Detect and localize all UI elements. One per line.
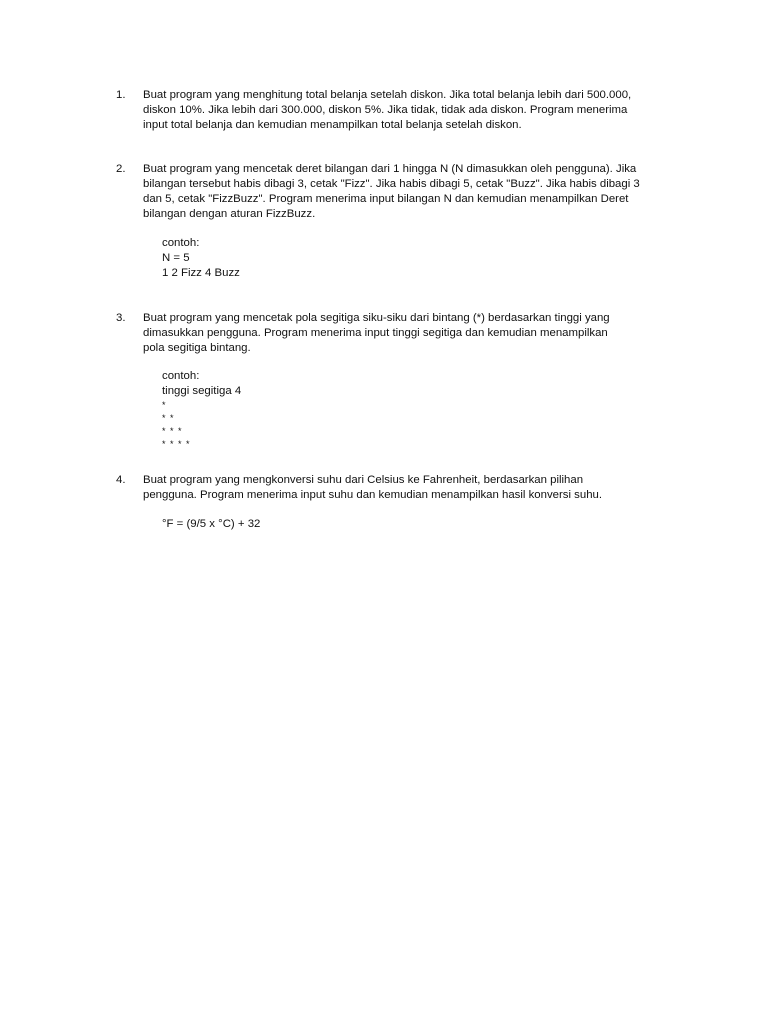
formula-block: [162, 517, 562, 532]
example-line: tinggi segitiga 4: [162, 385, 242, 397]
item-number: 1.: [116, 89, 126, 101]
example-line: N = 5: [162, 252, 190, 264]
text-line: Buat program yang mengkonversi suhu dari Celsius ke Fahrenheit, berdasarkan pilihan: [143, 474, 584, 486]
item-text: [143, 473, 673, 503]
star-row: *: [162, 400, 167, 410]
text-line: pengguna. Program menerima input suhu dan kemudian menampilkan hasil konversi suhu.: [143, 489, 603, 501]
text-line: Buat program yang mencetak pola segitiga siku-siku dari bintang (*) berdasarkan tinggi yang: [143, 312, 610, 324]
item-number: 4.: [116, 474, 126, 486]
example-line: contoh:: [162, 370, 200, 382]
text-line: dan 5, cetak "FizzBuzz". Program menerima input bilangan N dan kemudian menampilkan Deret: [143, 193, 629, 205]
text-line: Buat program yang menghitung total belanja setelah diskon. Jika total belanja lebih dari 500.000,: [143, 89, 632, 101]
formula-text: °F = (9/5 x °C) + 32: [162, 518, 261, 530]
text-line: pola segitiga bintang.: [143, 342, 251, 354]
star-row: * * * *: [162, 439, 191, 449]
example-line: contoh:: [162, 237, 200, 249]
example-line: 1 2 Fizz 4 Buzz: [162, 267, 240, 279]
example-block: [162, 369, 562, 451]
text-line: Buat program yang mencetak deret bilangan dari 1 hingga N (N dimasukkan oleh pengguna). Jika: [143, 163, 637, 175]
item-number: 3.: [116, 312, 126, 324]
star-row: * *: [162, 413, 175, 423]
item-text: [143, 311, 673, 356]
example-block: [162, 236, 562, 281]
text-line: input total belanja dan kemudian menampilkan total belanja setelah diskon.: [143, 119, 522, 131]
star-row: * * *: [162, 426, 183, 436]
text-line: dimasukkan pengguna. Program menerima input tinggi segitiga dan kemudian menampilkan: [143, 327, 608, 339]
text-line: diskon 10%. Jika lebih dari 300.000, diskon 5%. Jika tidak, tidak ada diskon. Program menerima: [143, 104, 628, 116]
item-number: 2.: [116, 163, 126, 175]
item-text: [143, 162, 673, 222]
item-text: [143, 88, 673, 133]
text-line: bilangan dengan aturan FizzBuzz.: [143, 208, 316, 220]
text-line: bilangan tersebut habis dibagi 3, cetak "Fizz". Jika habis dibagi 5, cetak "Buzz". Jika habis dibagi 3: [143, 178, 640, 190]
